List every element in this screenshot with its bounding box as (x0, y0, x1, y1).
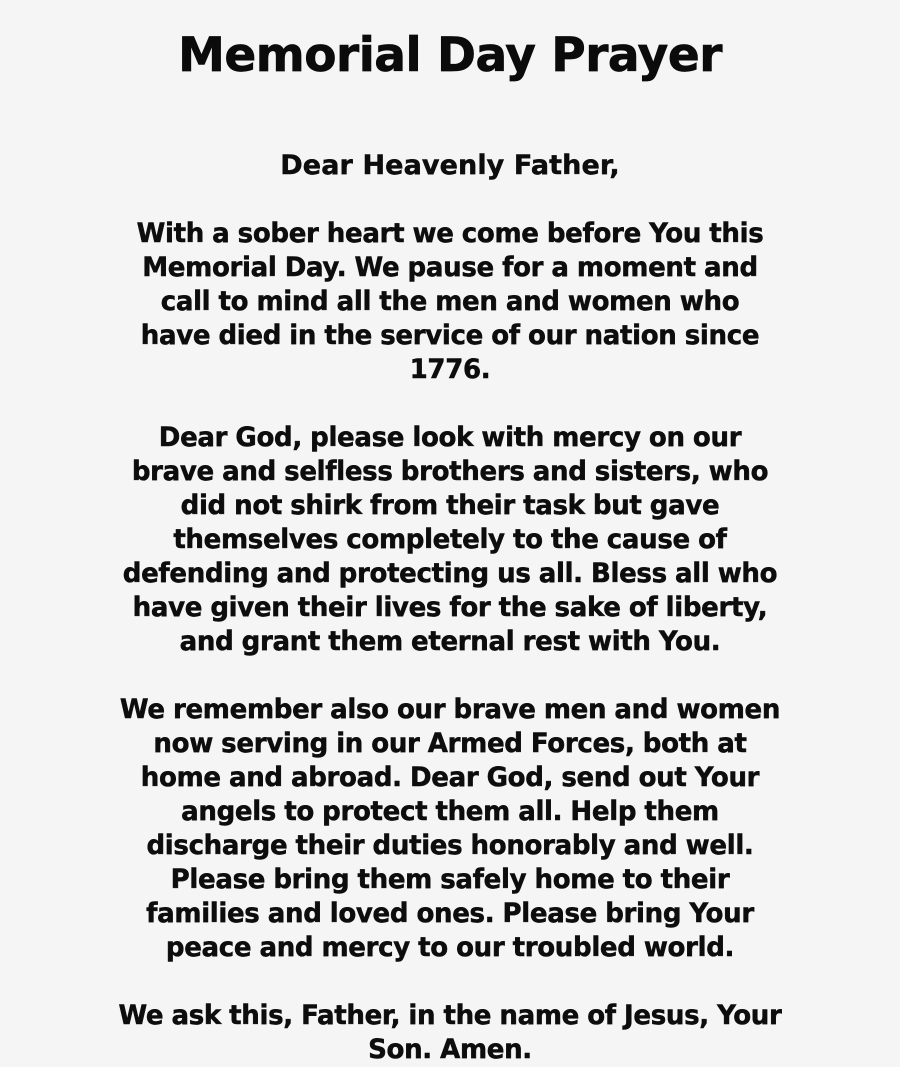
prayer-paragraph-3: We remember also our brave men and women now serving in our Armed Forces, both at home and abroad. Dear God, send out Your angels to protect them all. Help them discharge their duties honorably and well. Please bring them safely home to their families and loved ones. Please bring Your peace and mercy to our troubled world. (119, 694, 781, 964)
prayer-closing: We ask this, Father, in the name of Jesus, Your Son. Amen. (118, 1000, 782, 1066)
prayer-paragraph-1: With a sober heart we come before You this Memorial Day. We pause for a moment and call to mind all the men and women who have died in the service of our nation since 1776. (136, 218, 764, 386)
page-title: Memorial Day Prayer (178, 28, 722, 83)
prayer-salutation: Dear Heavenly Father, (280, 150, 620, 182)
prayer-text-block (105, 149, 795, 1067)
prayer-paragraph-2: Dear God, please look with mercy on our brave and selfless brothers and sisters, who did not shirk from their task but gave themselves completely to the cause of defending and protecting us all. Bless all who have given their lives for the sake of liberty, and grant them eternal rest with You. (122, 422, 778, 658)
